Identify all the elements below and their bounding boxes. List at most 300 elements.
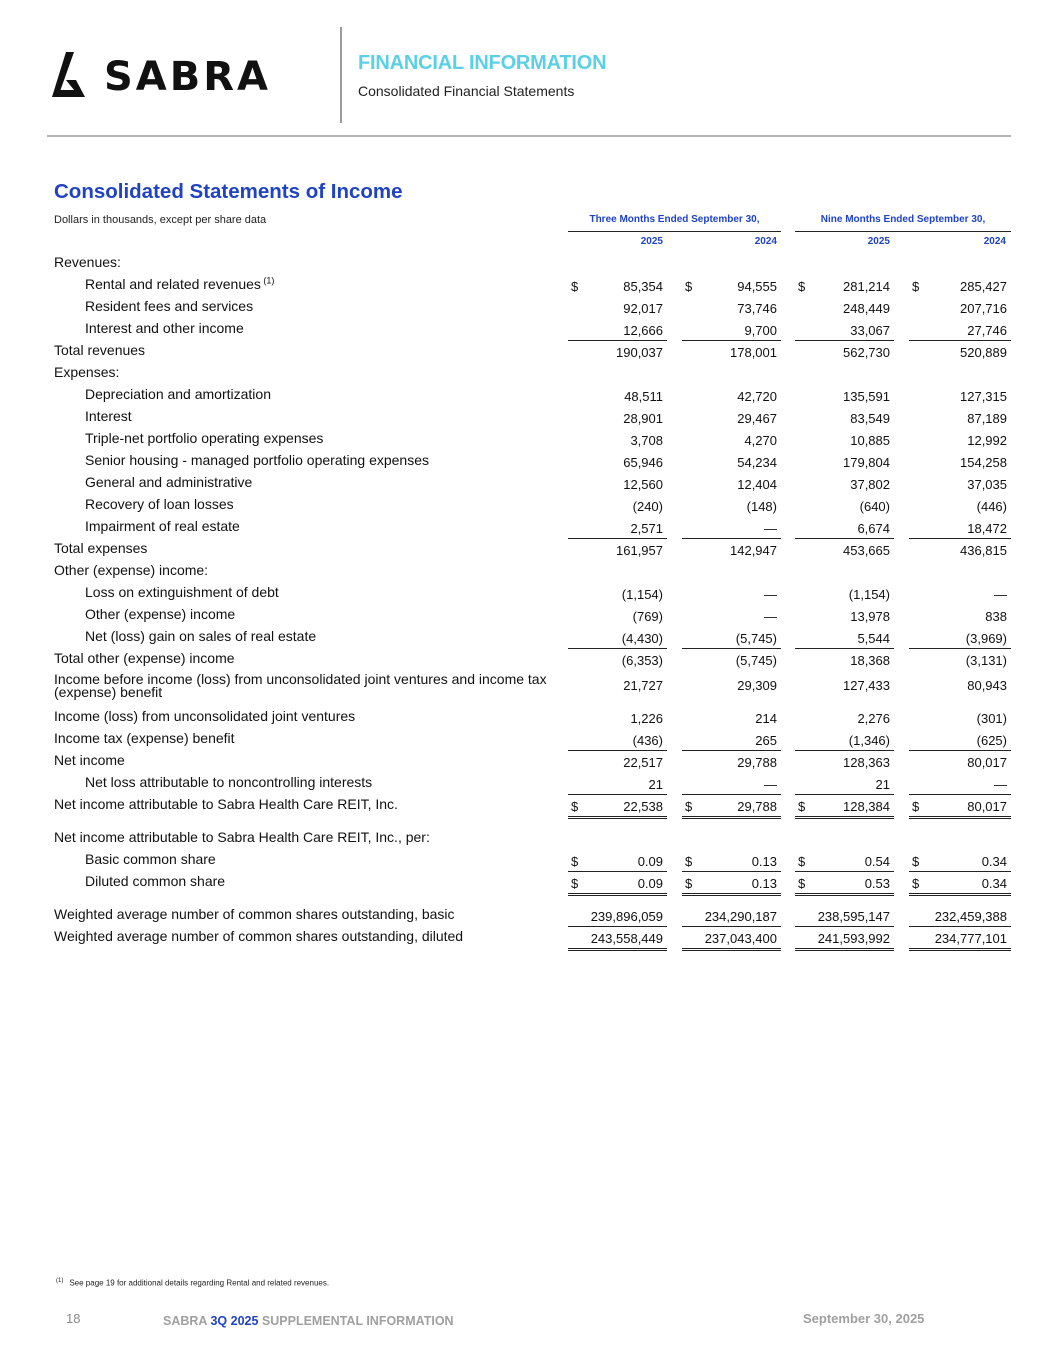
statement-row [0, 274, 1055, 296]
cell-value: (625) [976, 733, 1007, 748]
statement-row [0, 516, 1055, 538]
statement-row [0, 871, 1055, 893]
value-cell [568, 926, 667, 951]
row-label: Recovery of loan losses [85, 496, 234, 512]
cell-value: 232,459,388 [934, 909, 1007, 924]
row-label: Income tax (expense) benefit [54, 730, 235, 746]
cell-value: 73,746 [737, 301, 777, 316]
value-cell [909, 450, 1011, 472]
cell-value: 241,593,992 [817, 931, 890, 946]
value-cell [909, 871, 1011, 896]
value-cell [795, 472, 894, 494]
cell-value: 127,315 [960, 389, 1007, 404]
value-cell [682, 494, 781, 516]
row-label: Net income attributable to Sabra Health Care REIT, Inc., per: [54, 829, 430, 845]
value-cell [682, 728, 781, 751]
value-cell [682, 604, 781, 626]
statement-row [0, 750, 1055, 772]
cell-value: 2,276 [857, 711, 890, 726]
section-subtitle: Consolidated Financial Statements [358, 83, 575, 99]
cell-value: 239,896,059 [590, 909, 663, 924]
cell-value: 127,433 [843, 678, 890, 693]
cell-value: 1,226 [630, 711, 663, 726]
row-label: Weighted average number of common shares outstanding, basic [54, 906, 455, 922]
cell-value: 0.09 [637, 876, 663, 891]
value-cell [795, 648, 894, 670]
statement-row [0, 252, 1055, 274]
cell-value: 9,700 [744, 323, 777, 338]
cell-value: — [764, 609, 777, 624]
year-header: 2025 [867, 236, 890, 247]
row-label: Senior housing - managed portfolio operating expenses [85, 452, 430, 468]
cell-value: (3,131) [965, 653, 1007, 668]
value-cell [568, 871, 667, 896]
cell-value: (4,430) [621, 631, 663, 646]
row-label: Income (loss) from unconsolidated joint ventures [54, 708, 356, 724]
value-cell [795, 296, 894, 318]
value-cell [568, 794, 667, 819]
cell-value: 10,885 [850, 433, 890, 448]
value-cell [909, 340, 1011, 362]
value-cell [909, 274, 1011, 296]
value-cell [909, 728, 1011, 751]
header-rule [47, 135, 1011, 137]
value-cell [682, 296, 781, 318]
value-cell [682, 626, 781, 649]
value-cell [682, 428, 781, 450]
row-label: Net loss attributable to noncontrolling interests [85, 774, 373, 790]
cell-value: (1,154) [848, 587, 890, 602]
cell-value: (1,346) [848, 733, 890, 748]
statement-row [0, 340, 1055, 362]
cell-value: 65,946 [623, 455, 663, 470]
row-label: Loss on extinguishment of debt [85, 584, 279, 600]
value-cell [568, 538, 667, 560]
value-cell [682, 450, 781, 472]
value-cell [568, 849, 667, 872]
currency-symbol: $ [912, 854, 920, 869]
value-cell [795, 849, 894, 872]
value-cell [909, 849, 1011, 872]
value-cell [795, 926, 894, 951]
cell-value: 214 [755, 711, 777, 726]
value-cell [682, 673, 781, 695]
footer-date: September 30, 2025 [803, 1311, 925, 1326]
cell-value: (6,353) [621, 653, 663, 668]
statement-row [0, 472, 1055, 494]
cell-value: 234,290,187 [704, 909, 777, 924]
statement-row [0, 362, 1055, 384]
value-cell [568, 494, 667, 516]
statement-title: Consolidated Statements of Income [54, 180, 403, 203]
cell-value: (446) [976, 499, 1007, 514]
statement-row [0, 450, 1055, 472]
cell-value: — [764, 521, 777, 536]
cell-value: 22,517 [623, 755, 663, 770]
value-cell [795, 871, 894, 896]
year-header: 2024 [754, 236, 777, 247]
cell-value: 94,555 [737, 279, 777, 294]
cell-value: 18,368 [850, 653, 890, 668]
statement-row [0, 604, 1055, 626]
value-cell [795, 538, 894, 560]
cell-value: 85,354 [623, 279, 663, 294]
cell-value: 6,674 [857, 521, 890, 536]
sabra-logo [52, 52, 297, 100]
cell-value: 161,957 [616, 543, 663, 558]
currency-symbol: $ [798, 876, 806, 891]
cell-value: 562,730 [843, 345, 890, 360]
value-cell [682, 926, 781, 951]
value-cell [568, 296, 667, 318]
cell-value: 12,560 [623, 477, 663, 492]
cell-value: 0.34 [981, 876, 1007, 891]
cell-value: 42,720 [737, 389, 777, 404]
value-cell [568, 750, 667, 772]
cell-value: 37,802 [850, 477, 890, 492]
cell-value: 234,777,101 [934, 931, 1007, 946]
cell-value: 238,595,147 [817, 909, 890, 924]
cell-value: 21 [648, 777, 663, 792]
cell-value: 22,538 [623, 799, 663, 814]
row-label: Total expenses [54, 540, 148, 556]
cell-value: 12,404 [737, 477, 777, 492]
cell-value: 281,214 [843, 279, 890, 294]
cell-value: — [994, 777, 1007, 792]
cell-value: 436,815 [960, 543, 1007, 558]
value-cell [909, 904, 1011, 927]
row-label: Triple-net portfolio operating expenses [85, 430, 324, 446]
value-cell [909, 926, 1011, 951]
svg-text:SABRA: SABRA [104, 54, 272, 100]
value-cell [795, 516, 894, 539]
page-number: 18 [66, 1311, 81, 1326]
statement-row [0, 428, 1055, 450]
value-cell [795, 384, 894, 406]
currency-symbol: $ [912, 279, 920, 294]
value-cell [682, 340, 781, 362]
value-cell [795, 582, 894, 604]
value-cell [795, 706, 894, 728]
statement-row [0, 384, 1055, 406]
cell-value: 37,035 [967, 477, 1007, 492]
value-cell [568, 274, 667, 296]
statement-row [0, 772, 1055, 794]
cell-value: 243,558,449 [590, 931, 663, 946]
row-label: Weighted average number of common shares outstanding, diluted [54, 928, 464, 944]
value-cell [795, 274, 894, 296]
value-cell [909, 750, 1011, 772]
statement-row [0, 582, 1055, 604]
row-label: Total other (expense) income [54, 650, 235, 666]
value-cell [568, 582, 667, 604]
row-label: Basic common share [85, 851, 216, 867]
value-cell [795, 450, 894, 472]
value-cell [682, 750, 781, 772]
statement-row [0, 296, 1055, 318]
currency-symbol: $ [571, 876, 579, 891]
cell-value: 154,258 [960, 455, 1007, 470]
value-cell [795, 772, 894, 795]
value-cell [909, 318, 1011, 341]
cell-value: 13,978 [850, 609, 890, 624]
currency-symbol: $ [912, 799, 920, 814]
statement-row [0, 827, 1055, 849]
cell-value: 453,665 [843, 543, 890, 558]
value-cell [682, 772, 781, 795]
cell-value: 520,889 [960, 345, 1007, 360]
currency-symbol: $ [571, 799, 579, 814]
statement-row [0, 648, 1055, 670]
cell-value: 207,716 [960, 301, 1007, 316]
value-cell [682, 538, 781, 560]
statement-row [0, 406, 1055, 428]
statement-row [0, 794, 1055, 816]
value-cell [568, 428, 667, 450]
footer-publication: SABRA 3Q 2025 SUPPLEMENTAL INFORMATION [163, 1314, 454, 1328]
cell-value: (301) [976, 711, 1007, 726]
value-cell [795, 604, 894, 626]
cell-value: 3,708 [630, 433, 663, 448]
row-label: Diluted common share [85, 873, 226, 889]
cell-value: 838 [985, 609, 1007, 624]
statement-row [0, 706, 1055, 728]
value-cell [795, 406, 894, 428]
value-cell [795, 494, 894, 516]
value-cell [682, 406, 781, 428]
value-cell [568, 904, 667, 927]
row-label: General and administrative [85, 474, 253, 490]
cell-value: 29,788 [737, 799, 777, 814]
value-cell [795, 904, 894, 927]
value-cell [568, 450, 667, 472]
cell-value: 48,511 [624, 389, 663, 404]
statement-row [0, 926, 1055, 948]
cell-value: 80,017 [967, 755, 1007, 770]
value-cell [682, 472, 781, 494]
value-cell [682, 318, 781, 341]
value-cell [909, 428, 1011, 450]
cell-value: 12,992 [967, 433, 1007, 448]
cell-value: (5,745) [735, 631, 777, 646]
value-cell [682, 582, 781, 604]
row-label: Impairment of real estate [85, 518, 240, 534]
cell-value: 33,067 [850, 323, 890, 338]
cell-value: 83,549 [850, 411, 890, 426]
value-cell [682, 274, 781, 296]
cell-value: 135,591 [843, 389, 890, 404]
statement-row [0, 671, 1055, 700]
value-cell [682, 648, 781, 670]
statement-row [0, 849, 1055, 871]
cell-value: (3,969) [965, 631, 1007, 646]
cell-value: 0.13 [751, 876, 777, 891]
group-underline [795, 231, 1011, 232]
row-label: Net income attributable to Sabra Health Care REIT, Inc. [54, 796, 398, 812]
value-cell [909, 794, 1011, 819]
row-label: Net income [54, 752, 125, 768]
value-cell [909, 516, 1011, 539]
value-cell [682, 706, 781, 728]
cell-value: 178,001 [730, 345, 777, 360]
value-cell [568, 472, 667, 494]
currency-symbol: $ [798, 279, 806, 294]
cell-value: 80,943 [967, 678, 1007, 693]
currency-symbol: $ [571, 279, 579, 294]
group-underline [568, 231, 781, 232]
cell-value: 179,804 [843, 455, 890, 470]
statement-row [0, 728, 1055, 750]
currency-symbol: $ [685, 799, 693, 814]
value-cell [909, 673, 1011, 695]
group-header-three-months: Three Months Ended September 30, [589, 214, 760, 225]
statement-row [0, 904, 1055, 926]
cell-value: 92,017 [623, 301, 663, 316]
cell-value: (640) [859, 499, 890, 514]
cell-value: 12,666 [623, 323, 663, 338]
cell-value: (769) [632, 609, 663, 624]
statement-row [0, 538, 1055, 560]
cell-value: 29,788 [737, 755, 777, 770]
cell-value: — [764, 587, 777, 602]
value-cell [909, 706, 1011, 728]
cell-value: 5,544 [857, 631, 890, 646]
cell-value: 248,449 [843, 301, 890, 316]
value-cell [568, 648, 667, 670]
cell-value: 87,189 [967, 411, 1007, 426]
value-cell [795, 794, 894, 819]
value-cell [909, 582, 1011, 604]
cell-value: 0.13 [751, 854, 777, 869]
value-cell [682, 384, 781, 406]
value-cell [795, 626, 894, 649]
cell-value: 285,427 [960, 279, 1007, 294]
value-cell [909, 494, 1011, 516]
cell-value: 28,901 [623, 411, 663, 426]
statement-row [0, 560, 1055, 582]
value-cell [909, 648, 1011, 670]
currency-symbol: $ [685, 876, 693, 891]
cell-value: 21 [875, 777, 890, 792]
row-label: Net (loss) gain on sales of real estate [85, 628, 317, 644]
year-header: 2024 [983, 236, 1006, 247]
value-cell [568, 604, 667, 626]
row-label: Revenues: [54, 254, 121, 270]
cell-value: 142,947 [730, 543, 777, 558]
value-cell [795, 673, 894, 695]
value-cell [795, 750, 894, 772]
currency-symbol: $ [912, 876, 920, 891]
cell-value: 2,571 [630, 521, 663, 536]
cell-value: 4,270 [744, 433, 777, 448]
cell-value: 190,037 [616, 345, 663, 360]
cell-value: 128,384 [843, 799, 890, 814]
value-cell [795, 340, 894, 362]
statement-row [0, 318, 1055, 340]
cell-value: (1,154) [621, 587, 663, 602]
value-cell [568, 626, 667, 649]
statement-row [0, 626, 1055, 648]
cell-value: (5,745) [735, 653, 777, 668]
value-cell [795, 728, 894, 751]
units-note: Dollars in thousands, except per share data [54, 214, 267, 226]
row-label: Other (expense) income [85, 606, 236, 622]
cell-value: 0.54 [864, 854, 890, 869]
value-cell [909, 538, 1011, 560]
cell-value: 80,017 [967, 799, 1007, 814]
value-cell [682, 849, 781, 872]
sabra-logo-mark [52, 52, 297, 100]
row-label: Expenses: [54, 364, 120, 380]
cell-value: (148) [746, 499, 777, 514]
cell-value: 128,363 [843, 755, 890, 770]
value-cell [909, 296, 1011, 318]
value-cell [909, 384, 1011, 406]
row-label: Rental and related revenues $^{(1)}$ [85, 275, 275, 292]
row-label: Total revenues [54, 342, 146, 358]
value-cell [682, 516, 781, 539]
currency-symbol: $ [685, 854, 693, 869]
row-label: Income before income (loss) from unconsolidated joint ventures and income tax (expense) benefit [54, 671, 547, 700]
row-label: Interest and other income [85, 320, 244, 336]
value-cell [568, 340, 667, 362]
value-cell [568, 673, 667, 695]
value-cell [568, 728, 667, 751]
value-cell [568, 318, 667, 341]
currency-symbol: $ [685, 279, 693, 294]
value-cell [682, 871, 781, 896]
cell-value: — [994, 587, 1007, 602]
currency-symbol: $ [798, 854, 806, 869]
value-cell [682, 904, 781, 927]
cell-value: 29,309 [737, 678, 777, 693]
header-divider [340, 27, 342, 123]
value-cell [909, 772, 1011, 795]
row-label: Other (expense) income: [54, 562, 209, 578]
value-cell [909, 626, 1011, 649]
cell-value: 237,043,400 [704, 931, 777, 946]
value-cell [909, 604, 1011, 626]
cell-value: 265 [755, 733, 777, 748]
year-header: 2025 [640, 236, 663, 247]
cell-value: 0.53 [864, 876, 890, 891]
footnote: $^{(1)}$ See page 19 for additional details regarding Rental and related revenues. [56, 1278, 330, 1288]
cell-value: (436) [632, 733, 663, 748]
group-header-nine-months: Nine Months Ended September 30, [820, 214, 986, 225]
value-cell [909, 472, 1011, 494]
value-cell [568, 384, 667, 406]
cell-value: 0.34 [981, 854, 1007, 869]
value-cell [568, 406, 667, 428]
value-cell [682, 794, 781, 819]
currency-symbol: $ [571, 854, 579, 869]
cell-value: 54,234 [737, 455, 777, 470]
section-title: FINANCIAL INFORMATION [358, 52, 607, 74]
cell-value: 27,746 [967, 323, 1007, 338]
cell-value: (240) [632, 499, 663, 514]
value-cell [795, 428, 894, 450]
currency-symbol: $ [798, 799, 806, 814]
cell-value: 18,472 [967, 521, 1007, 536]
value-cell [568, 516, 667, 539]
value-cell [568, 772, 667, 795]
cell-value: 0.09 [637, 854, 663, 869]
row-label: Resident fees and services [85, 298, 254, 314]
value-cell [909, 406, 1011, 428]
statement-row [0, 494, 1055, 516]
cell-value: 29,467 [737, 411, 777, 426]
row-label: Interest [85, 408, 132, 424]
